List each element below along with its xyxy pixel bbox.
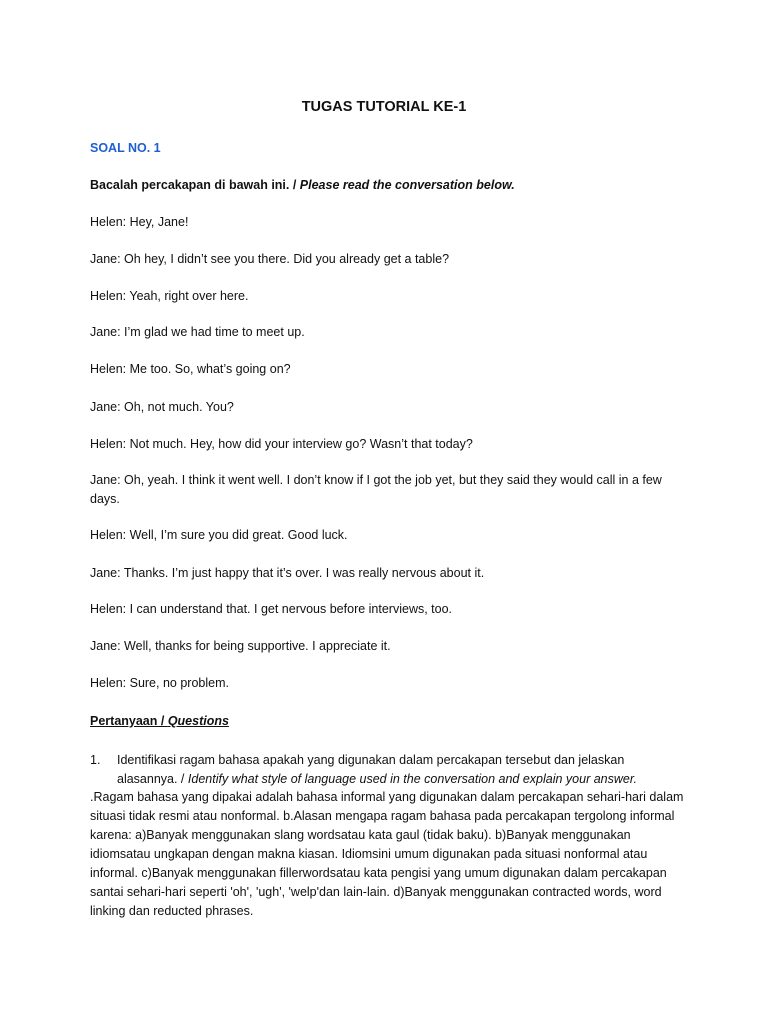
question-number: 1.	[90, 753, 101, 767]
question-text-en: Identify what style of language used in the conversation and explain your answer.	[187, 771, 638, 786]
dialogue-line: Helen: Not much. Hey, how did your interview go? Wasn’t that today?	[90, 437, 473, 451]
instruction-en: Please read the conversation below.	[299, 178, 515, 192]
dialogue-line: Helen: Hey, Jane!	[90, 215, 189, 229]
question-text	[90, 751, 685, 788]
dialogue-line: Jane: Thanks. I’m just happy that it’s over. I was really nervous about it.	[90, 566, 485, 580]
document-title: TUGAS TUTORIAL KE-1	[301, 99, 467, 115]
dialogue-line: Jane: Well, thanks for being supportive. I appreciate it.	[90, 639, 391, 653]
questions-heading	[90, 712, 229, 731]
instruction-id: Bacalah percakapan di bawah ini. /	[90, 178, 300, 192]
question-item	[90, 751, 685, 788]
dialogue-line: Jane: I’m glad we had time to meet up.	[90, 325, 305, 339]
dialogue-line: Jane: Oh hey, I didn’t see you there. Did you already get a table?	[90, 252, 450, 266]
question-text-id: Identifikasi ragam bahasa apakah yang digunakan dalam percakapan tersebut dan jelaskan alasannya. /	[117, 753, 625, 786]
section-label: SOAL NO. 1	[90, 141, 161, 155]
questions-heading-en: Questions	[167, 714, 229, 728]
dialogue-line: Jane: Oh, yeah. I think it went well. I don’t know if I got the job yet, but they said they would call in a few days.	[90, 473, 662, 506]
dialogue-line: Helen: I can understand that. I get nervous before interviews, too.	[90, 602, 453, 616]
dialogue-line: Helen: Me too. So, what’s going on?	[90, 362, 291, 376]
dialogue-line: Helen: Sure, no problem.	[90, 676, 229, 690]
instruction	[90, 176, 515, 195]
dialogue-line: Helen: Well, I’m sure you did great. Good luck.	[90, 528, 348, 542]
dialogue-line: Helen: Yeah, right over here.	[90, 289, 249, 303]
questions-heading-id: Pertanyaan /	[90, 714, 168, 728]
dialogue-line: Jane: Oh, not much. You?	[90, 400, 234, 414]
answer-paragraph: .Ragam bahasa yang dipakai adalah bahasa informal yang digunakan dalam percakapan sehari-hari dalam situasi tidak resmi atau nonformal. b.Alasan mengapa ragam bahasa pada percakapan tergolong informal karena: a)Banyak menggunakan slang wordsatau kata gaul (tidak baku). b)Banyak menggunakan idiomsatau ungkapan dengan makna kiasan. Idiomsini umum digunakan pada situasi nonformal atau informal. c)Banyak menggunakan fillerwordsatau kata pengisi yang umum digunakan dalam percakapan santai sehari-hari seperti 'oh', 'ugh', 'welp'dan lain-lain. d)Banyak menggunakan contracted words, word linking dan reducted phrases.	[90, 790, 684, 918]
